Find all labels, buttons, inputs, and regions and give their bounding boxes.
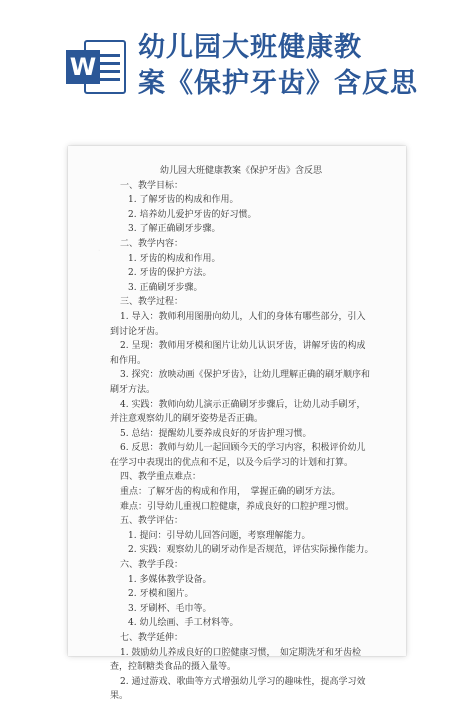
document-heading: 幼儿园大班健康教案《保护牙齿》含反思 xyxy=(159,166,322,176)
document-line: 1. 牙齿的构成和作用。 xyxy=(128,253,221,264)
document-line: 一、教学目标： xyxy=(120,180,184,191)
document-line: 2. 呈现：教师用牙模和图片让幼儿认识牙齿，讲解牙齿的构成和作用。 xyxy=(110,341,366,366)
document-line: 3. 正确刷牙步骤。 xyxy=(128,282,203,293)
document-line: 3. 探究：放映动画《保护牙齿》，让幼儿理解正确的刷牙顺序和刷牙方法。 xyxy=(110,370,370,395)
word-document-icon xyxy=(62,38,130,98)
document-line: 1. 多媒体教学设备。 xyxy=(128,574,212,585)
document-line: 五、教学评估： xyxy=(120,516,184,527)
document-line: 2. 牙齿的保护方法。 xyxy=(128,268,212,279)
document-line: 重点：了解牙齿的构成和作用， 掌握正确的刷牙方法。 xyxy=(120,487,341,498)
document-page: · 幼儿园大班健康教案《保护牙齿》含反思 一、教学目标： 1. 了解牙齿的构成和作用。 2. 培养幼儿爱护牙齿的好习惯。 3. 了解正确刷牙步骤。 二、教学内容： 1. 牙齿的构成和作用。 2. 牙齿的保护方法。 3. 正确刷牙步骤。 三、教学过程： 1. 导入：教师利用图册向幼儿，人们的身体有哪些部分，引入到讨论牙齿。 2. 呈现：教师用牙模和图片让幼儿认识牙齿，讲解牙齿的构成和作用。 3. 探究：放映动画《保护牙齿》，让幼儿理解正确的刷牙顺序和刷牙方法。 4. 实践：教师向幼儿演示正确刷牙步骤后，让幼儿动手刷牙，并注意观察幼儿的刷牙姿势是否正确。 5. 总结：提醒幼儿要养成良好的牙齿护理习惯。 6. 反思：教师与幼儿一起回顾今天的学习内容，积极评价幼儿在学习中表现出的优点和不足，以及今后学习的计划和打算。 四、教学重点难点： 重点：了解牙齿的构成和作用， 掌握正确的刷牙方法。 难点：引导幼儿重视口腔健康，养成良好的口腔护理习惯。 五、教学评估： 1. 提问：引导幼儿回答问题，考察理解能力。 2. 实践：观察幼儿的刷牙动作是否规范，评估实际操作能力。 六、教学手段： 1. 多媒体教学设备。 2. 牙模和图片。 3. 牙刷杯、毛巾等。 4. 幼儿绘画、手工材料等。 七、教学延伸： 1. 鼓励幼儿养成良好的口腔健康习惯， 如定期洗牙和牙齿检查，控制糖类食品的摄入量等。 2. 通过游戏、歌曲等方式增强幼儿学习的趣味性，提高学习效果。 xyxy=(68,146,406,656)
document-line: 1. 了解牙齿的构成和作用。 xyxy=(128,195,239,206)
document-line: 2. 牙模和图片。 xyxy=(128,589,194,600)
word-badge: W xyxy=(66,50,100,84)
document-line: 1. 导入：教师利用图册向幼儿，人们的身体有哪些部分，引入到讨论牙齿。 xyxy=(110,311,366,337)
document-line: 2. 通过游戏、歌曲等方式增强幼儿学习的趣味性，提高学习效果。 xyxy=(110,676,366,702)
document-line: 四、教学重点难点： xyxy=(120,472,202,483)
document-line: 三、教学过程： xyxy=(120,297,184,308)
document-line: 2. 实践：观察幼儿的刷牙动作是否规范，评估实际操作能力。 xyxy=(128,545,374,556)
title-line-2: 案《保护牙齿》含反思 xyxy=(138,68,418,99)
document-line: 3. 牙刷杯、毛巾等。 xyxy=(128,603,212,614)
document-line: 2. 培养幼儿爱护牙齿的好习惯。 xyxy=(128,209,257,220)
document-line: 二、教学内容： xyxy=(120,238,184,249)
page-title xyxy=(138,30,474,102)
title-line-1: 幼儿园大班健康教 xyxy=(138,32,362,63)
document-line: 六、教学手段： xyxy=(120,560,184,571)
document-body xyxy=(110,164,372,704)
document-line: 难点：引导幼儿重视口腔健康，养成良好的口腔护理习惯。 xyxy=(120,501,355,512)
document-line: 4. 幼儿绘画、手工材料等。 xyxy=(128,618,239,629)
document-line: 1. 提问：引导幼儿回答问题，考察理解能力。 xyxy=(128,530,311,541)
document-line: 1. 鼓励幼儿养成良好的口腔健康习惯， 如定期洗牙和牙齿检查，控制糖类食品的摄入量等。 xyxy=(110,647,361,673)
document-line: 4. 实践：教师向幼儿演示正确刷牙步骤后，让幼儿动手刷牙，并注意观察幼儿的刷牙姿势是否正确。 xyxy=(110,399,366,425)
document-line: 3. 了解正确刷牙步骤。 xyxy=(128,224,221,235)
document-lines xyxy=(110,179,372,704)
document-line: 5. 总结：提醒幼儿要养成良好的牙齿护理习惯。 xyxy=(120,428,312,439)
document-line: 6. 反思：教师与幼儿一起回顾今天的学习内容，积极评价幼儿在学习中表现出的优点和不足，以及今后学习的计划和打算。 xyxy=(110,443,366,468)
banner xyxy=(0,0,474,120)
document-line: 七、教学延伸： xyxy=(120,633,184,643)
